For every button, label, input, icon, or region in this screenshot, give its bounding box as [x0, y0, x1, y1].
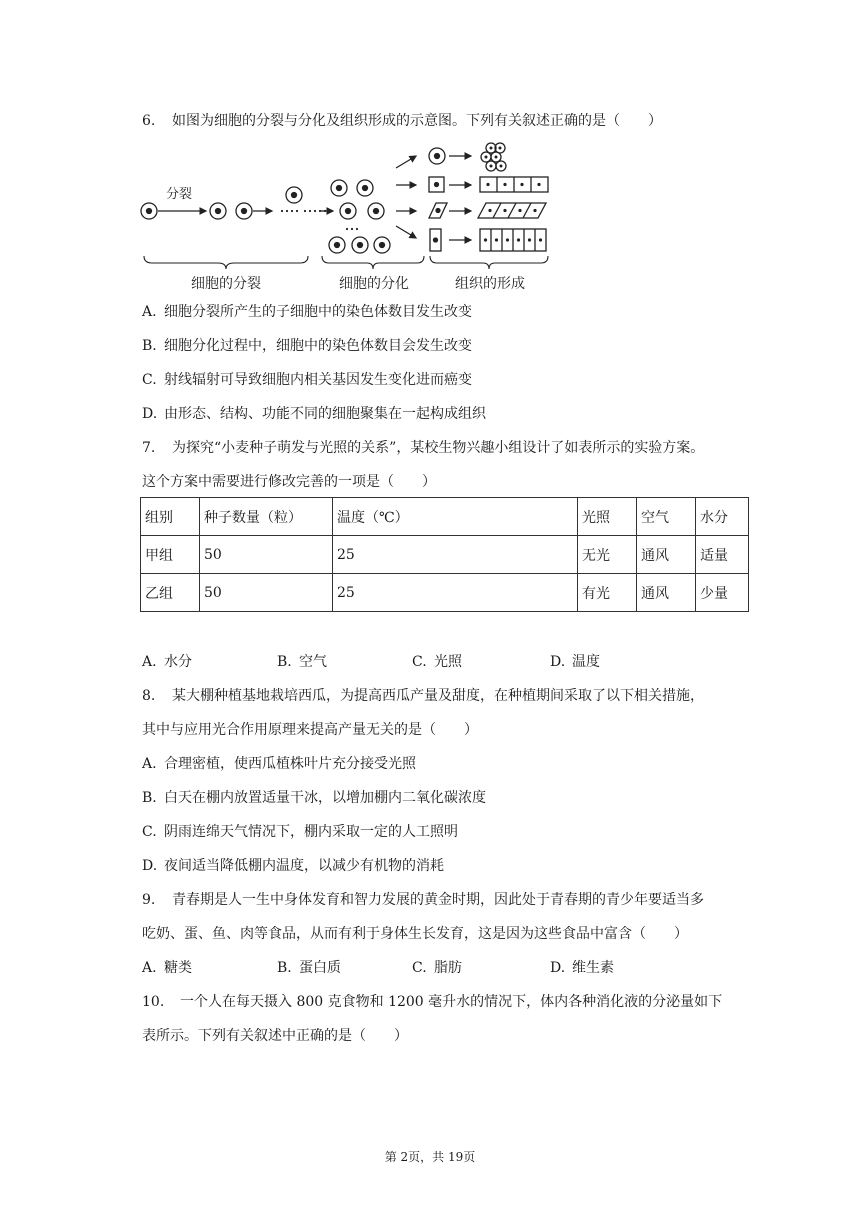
q7-option-b: B. 空气 — [277, 654, 327, 670]
table-header-cell: 空气 — [637, 498, 696, 536]
q8-option-a: A. 合理密植，使西瓜植株叶片充分接受光照 — [142, 756, 416, 772]
table-header-cell: 光照 — [578, 498, 637, 536]
q6-option-d: D. 由形态、结构、功能不同的细胞聚集在一起构成组织 — [142, 406, 486, 422]
q7-stem-line2: 这个方案中需要进行修改完善的一项是（ ） — [142, 474, 436, 490]
q8-option-c: C. 阴雨连绵天气情况下，棚内采取一定的人工照明 — [142, 824, 458, 840]
label-tissue-formation: 组织的形成 — [455, 276, 525, 292]
q8-stem-line2: 其中与应用光合作用原理来提高产量无关的是（ ） — [142, 722, 478, 738]
q8-number: 8. — [142, 688, 156, 704]
table-row — [141, 536, 749, 574]
q10-number: 10. — [142, 994, 165, 1010]
braces — [144, 256, 548, 269]
split-arrow-label: 分裂 — [166, 187, 193, 202]
q9-stem-line2: 吃奶、蛋、鱼、肉等食品，从而有利于身体生长发育，这是因为这些食品中富含（ ） — [142, 926, 688, 942]
q6-stem-text: 如图为细胞的分裂与分化及组织形成的示意图。下列有关叙述正确的是（ ） — [172, 113, 662, 129]
q7-stem-line1: 7. 为探究“小麦种子萌发与光照的关系”，某校生物兴趣小组设计了如表所示的实验方案。 — [142, 440, 705, 456]
table-cell: 无光 — [578, 536, 637, 574]
table-cell: 50 — [200, 574, 333, 612]
differentiation-arrows — [396, 156, 416, 238]
q7-option-c: C. 光照 — [412, 654, 462, 670]
table-cell: 通风 — [637, 574, 696, 612]
table-cell: 25 — [333, 536, 578, 574]
table-header-row — [141, 498, 749, 536]
q9-number: 9. — [142, 892, 156, 908]
table-cell: 有光 — [578, 574, 637, 612]
tissue-arrows — [449, 156, 471, 240]
q10-stem-line2: 表所示。下列有关叙述中正确的是（ ） — [142, 1028, 408, 1044]
q10-stem-line1: 10. 一个人在每天摄入 800 克食物和 1200 毫升水的情况下，体内各种消化液的分泌量如下 — [142, 994, 723, 1010]
q7-option-a: A. 水分 — [142, 654, 192, 670]
tissues — [478, 143, 548, 251]
table-header-cell: 组别 — [141, 498, 200, 536]
q9-option-c: C. 脂肪 — [412, 960, 462, 976]
table-header-cell: 温度（℃） — [333, 498, 578, 536]
table-cell: 少量 — [696, 574, 749, 612]
q6-option-b: B. 细胞分化过程中，细胞中的染色体数目会发生改变 — [142, 338, 472, 354]
table-header-cell: 种子数量（粒） — [200, 498, 333, 536]
table-cell: 通风 — [637, 536, 696, 574]
q6-option-c: C. 射线辐射可导致细胞内相关基因发生变化进而癌变 — [142, 372, 472, 388]
label-cell-differentiation: 细胞的分化 — [339, 276, 409, 292]
q9-stem-line1: 9. 青春期是人一生中身体发育和智力发展的黄金时期，因此处于青春期的青少年要适当多 — [142, 892, 704, 908]
experiment-table — [140, 497, 749, 612]
q7-option-d: D. 温度 — [550, 654, 600, 670]
q9-option-b: B. 蛋白质 — [277, 960, 341, 976]
table-cell: 适量 — [696, 536, 749, 574]
q6-option-a: A. 细胞分裂所产生的子细胞中的染色体数目发生改变 — [142, 304, 472, 320]
q7-number: 7. — [142, 440, 156, 456]
table-row — [141, 574, 749, 612]
table-cell: 乙组 — [141, 574, 200, 612]
q6-number: 6. — [142, 113, 156, 129]
label-cell-division: 细胞的分裂 — [191, 276, 261, 292]
q8-stem-line1: 8. 某大棚种植基地栽培西瓜，为提高西瓜产量及甜度，在种植期间采取了以下相关措施， — [142, 688, 704, 704]
page-footer: 第 2页，共 19页 — [384, 1150, 476, 1164]
q9-option-d: D. 维生素 — [550, 960, 614, 976]
q8-option-b: B. 白天在棚内放置适量干冰，以增加棚内二氧化碳浓度 — [142, 790, 486, 806]
q9-option-a: A. 糖类 — [142, 960, 192, 976]
q6-stem — [142, 111, 662, 131]
table-cell: 25 — [333, 574, 578, 612]
table-cell: 50 — [200, 536, 333, 574]
differentiated-cells — [429, 148, 447, 251]
table-header-cell: 水分 — [696, 498, 749, 536]
cell-division-diagram — [138, 140, 578, 300]
q8-option-d: D. 夜间适当降低棚内温度，以减少有机物的消耗 — [142, 858, 444, 874]
table-cell: 甲组 — [141, 536, 200, 574]
